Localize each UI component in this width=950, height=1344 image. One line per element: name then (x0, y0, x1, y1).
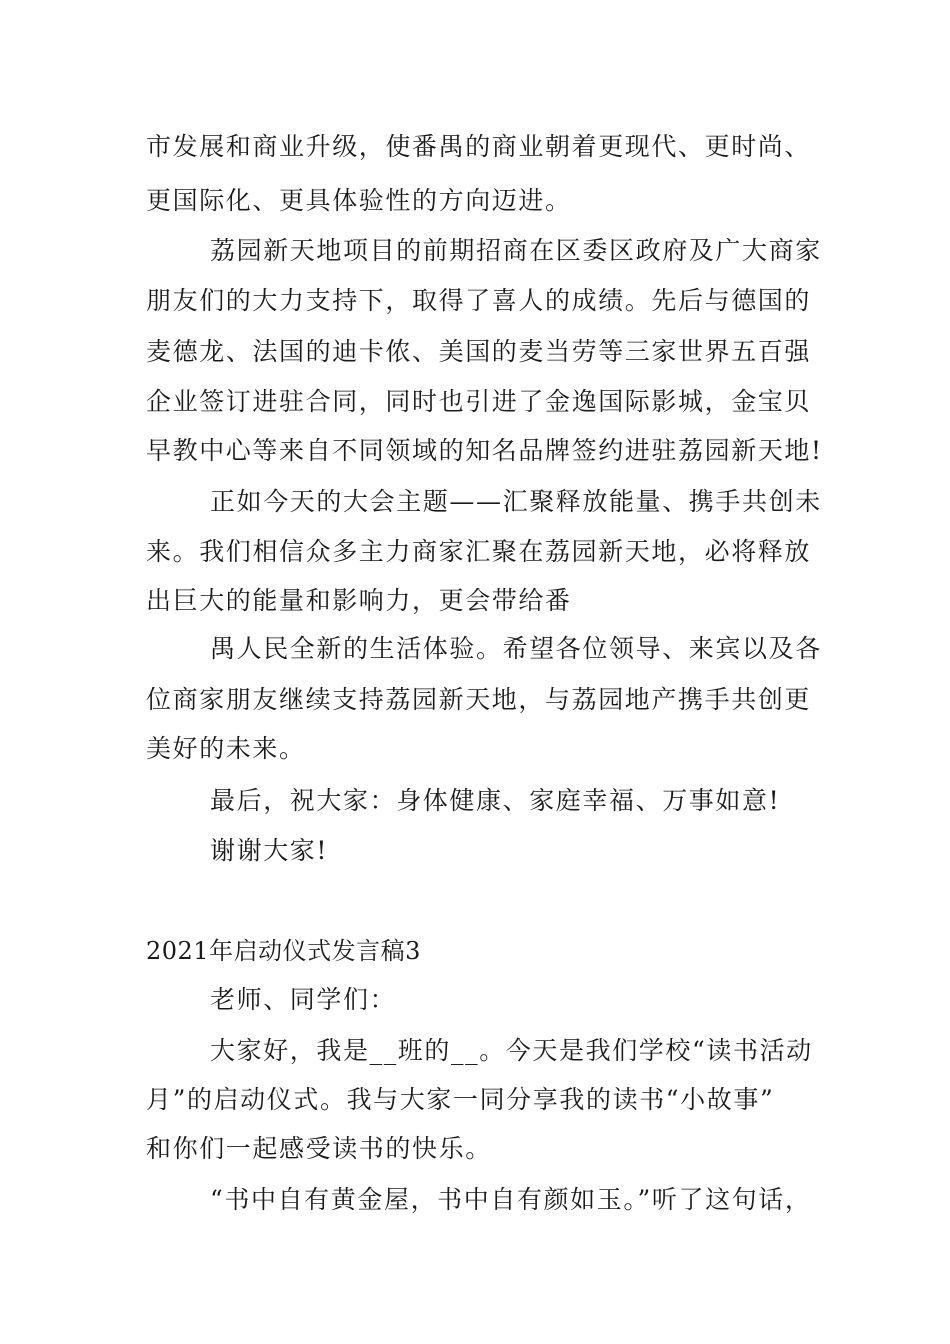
paragraph-line: “书中自有黄金屋，书中自有颜如玉。”听了这句话， (210, 1185, 812, 1214)
paragraph-line: 大家好，我是__班的__。今天是我们学校“读书活动 (210, 1036, 813, 1065)
paragraph-line: 正如今天的大会主题——汇聚释放能量、携手共创未 (210, 487, 822, 516)
paragraph-line: 老师、同学们： (210, 985, 397, 1014)
paragraph-line: 企业签订进驻合同，同时也引进了金逸国际影城，金宝贝 (146, 387, 812, 416)
paragraph-line: 和你们一起感受读书的快乐。 (146, 1134, 492, 1163)
section-heading: 2021年启动仪式发言稿3 (146, 937, 421, 965)
paragraph-line: 位商家朋友继续支持荔园新天地，与荔园地产携手共创更 (146, 685, 812, 714)
paragraph-line: 早教中心等来自不同领域的知名品牌签约进驻荔园新天地! (146, 436, 823, 465)
paragraph-line: 出巨大的能量和影响力，更会带给番 (146, 586, 572, 615)
paragraph-line: 最后，祝大家：身体健康、家庭幸福、万事如意! (210, 786, 781, 815)
paragraph-line: 荔园新天地项目的前期招商在区委区政府及广大商家 (210, 236, 822, 265)
paragraph-line: 麦德龙、法国的迪卡侬、美国的麦当劳等三家世界五百强 (146, 337, 812, 366)
paragraph-line: 谢谢大家! (210, 836, 329, 865)
paragraph-line: 禺人民全新的生活体验。希望各位领导、来宾以及各 (210, 634, 822, 663)
paragraph-line: 美好的未来。 (146, 734, 306, 763)
paragraph-line: 来。我们相信众多主力商家汇聚在荔园新天地，必将释放 (146, 537, 812, 566)
paragraph-line: 市发展和商业升级，使番禺的商业朝着更现代、更时尚、 (146, 132, 812, 161)
paragraph-line: 月”的启动仪式。我与大家一同分享我的读书“小故事” (146, 1085, 775, 1114)
paragraph-line: 更国际化、更具体验性的方向迈进。 (146, 186, 572, 215)
paragraph-line: 朋友们的大力支持下，取得了喜人的成绩。先后与德国的 (146, 286, 812, 315)
